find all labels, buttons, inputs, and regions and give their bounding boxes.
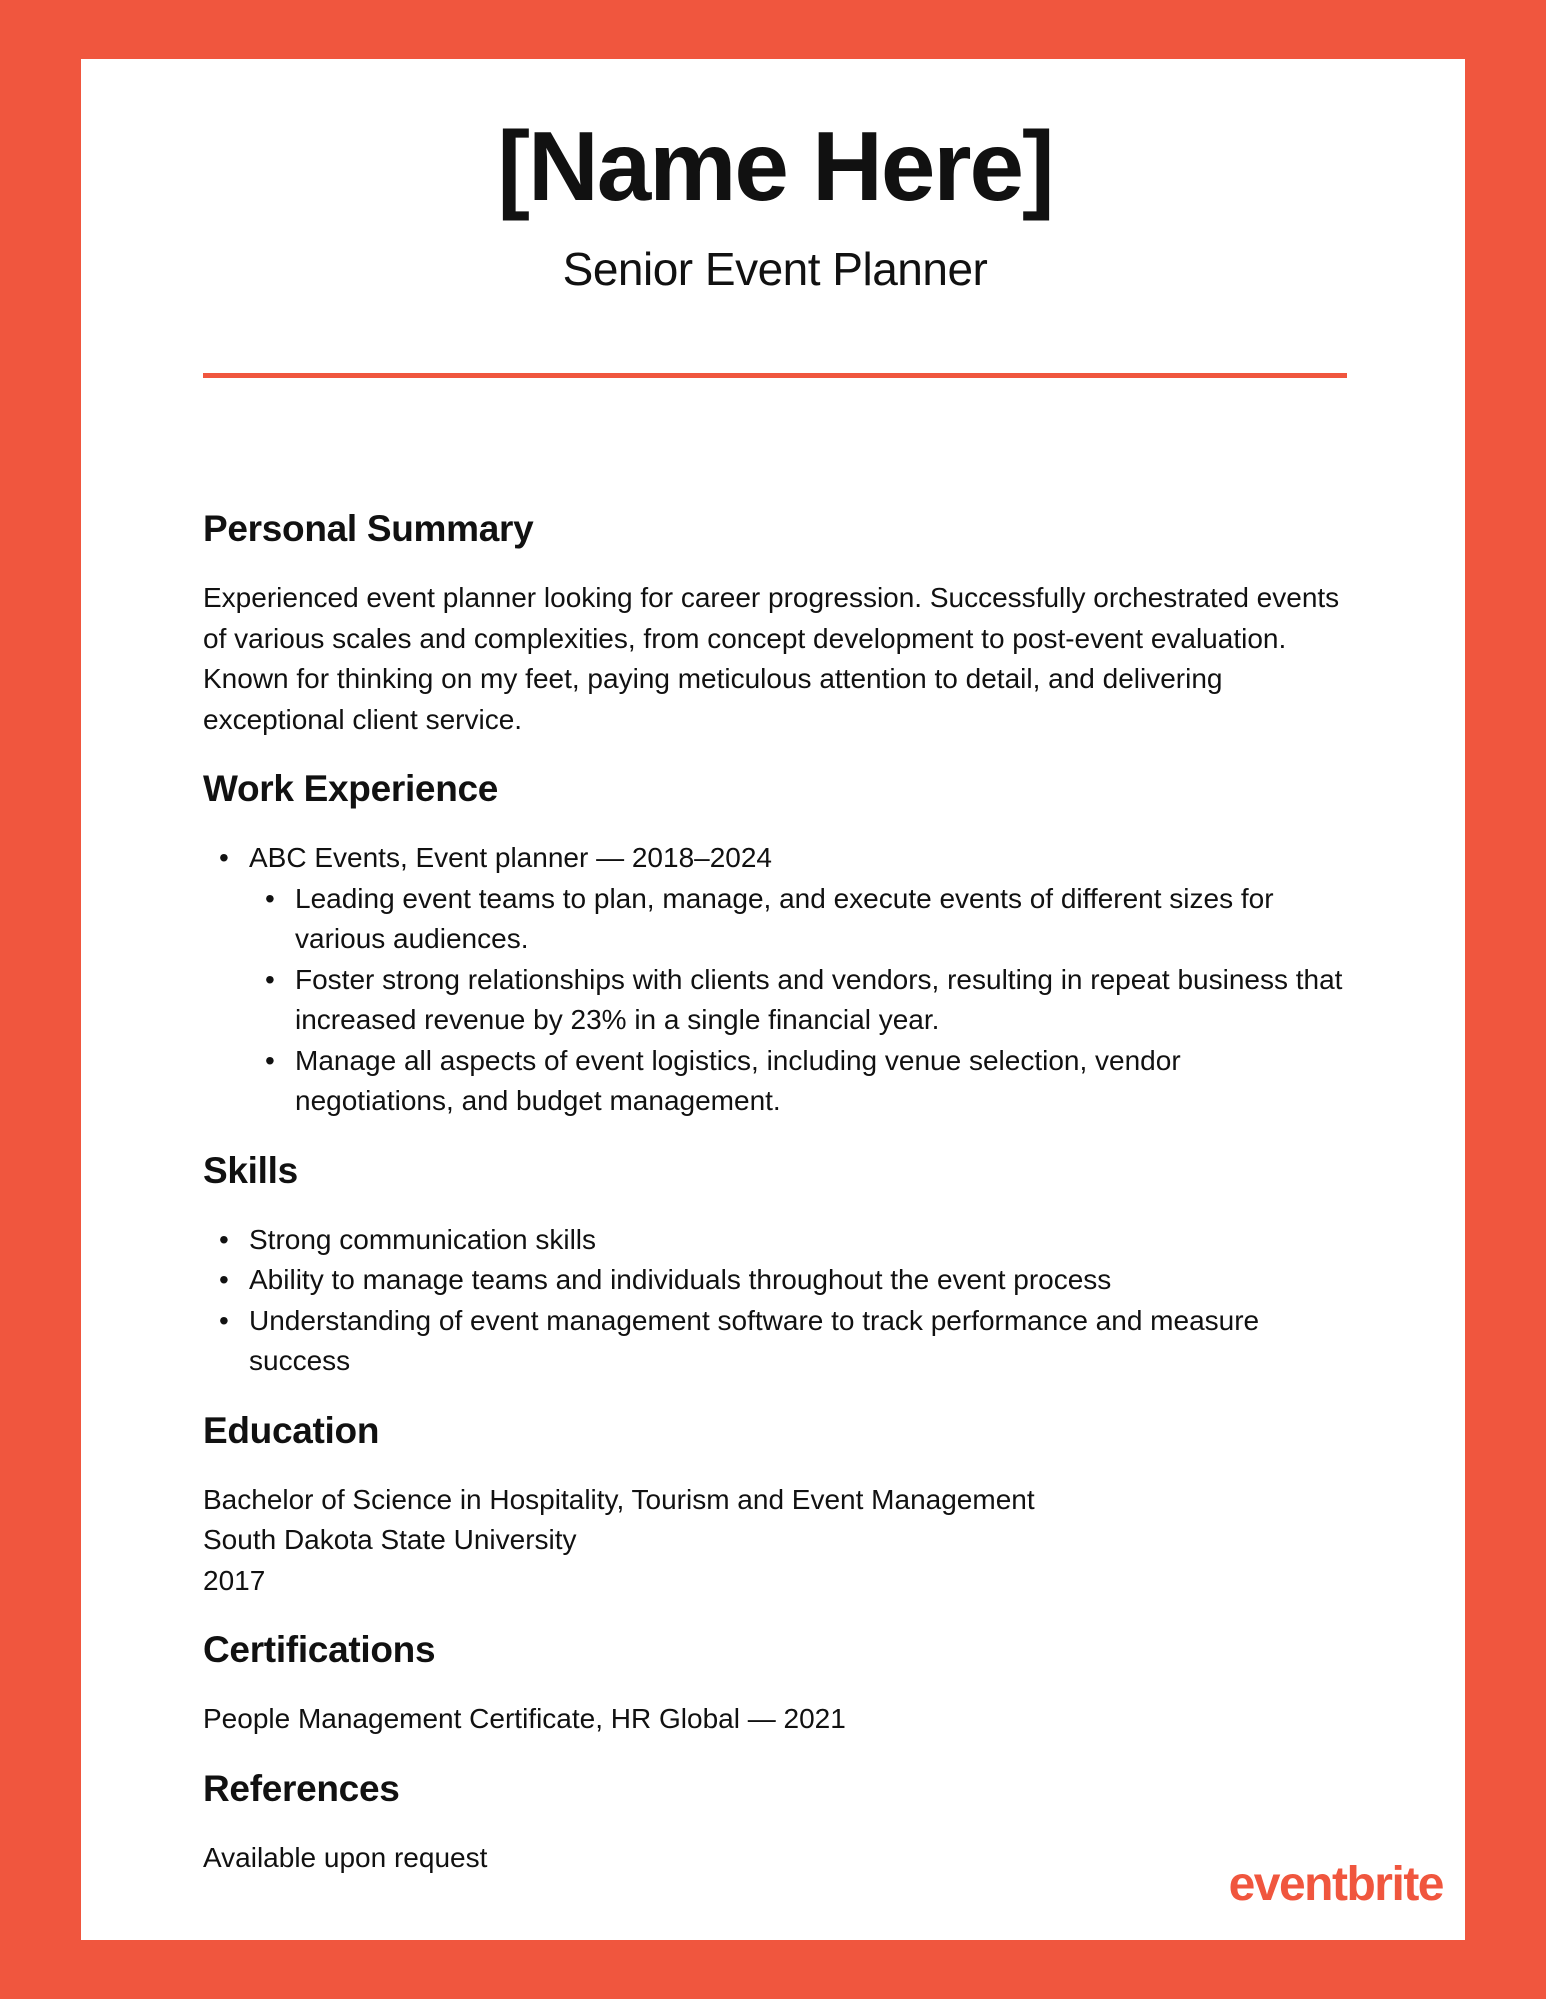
references-heading: References xyxy=(203,1767,400,1809)
skill-item: • Strong communication skills xyxy=(203,1220,1347,1261)
personal-summary-section xyxy=(203,504,1347,740)
education-degree: Bachelor of Science in Hospitality, Tourism and Event Management xyxy=(203,1483,1035,1515)
certifications-section xyxy=(203,1625,1347,1740)
work-experience-section xyxy=(203,764,1347,1122)
job-title: Senior Event Planner xyxy=(562,243,988,295)
skill-item: • Ability to manage teams and individuals throughout the event process xyxy=(203,1260,1347,1301)
resume-body xyxy=(203,504,1347,1902)
education-section xyxy=(203,1406,1347,1602)
personal-summary-text: Experienced event planner looking for career progression. Successfully orchestrated events of various scales and complexities, from concept development to post-event evaluation. Known for thinking on my feet, paying meticulous attention to detail, and delivering exceptional client service. xyxy=(203,582,1340,735)
eventbrite-logo: eventbrite xyxy=(1228,1858,1443,1911)
certifications-heading: Certifications xyxy=(203,1629,436,1670)
resume-page xyxy=(81,59,1465,1940)
job-bullet: • Manage all aspects of event logistics, including venue selection, vendor negotiations, and budget management. xyxy=(249,1041,1347,1122)
references-section xyxy=(203,1764,1347,1879)
skills-list xyxy=(203,1220,1347,1382)
education-school: South Dakota State University xyxy=(203,1524,577,1555)
references-text: Available upon request xyxy=(203,1841,488,1873)
job-item xyxy=(203,838,1347,1122)
header-divider xyxy=(203,373,1347,378)
education-year: 2017 xyxy=(203,1564,266,1596)
job-list xyxy=(203,838,1347,1122)
job-bullets xyxy=(249,879,1347,1122)
job-bullet: • Foster strong relationships with clients and vendors, resulting in repeat business that increased revenue by 23% in a single financial year. xyxy=(249,960,1347,1041)
skill-item: • Understanding of event management software to track performance and measure success xyxy=(203,1301,1347,1382)
work-experience-heading: Work Experience xyxy=(203,768,499,809)
skills-section xyxy=(203,1146,1347,1382)
job-bullet: • Leading event teams to plan, manage, and execute events of different sizes for various audiences. xyxy=(249,879,1347,960)
education-heading: Education xyxy=(203,1409,380,1451)
candidate-name: [Name Here] xyxy=(497,111,1053,221)
job-title-line: ABC Events, Event planner — 2018–2024 xyxy=(249,842,773,873)
personal-summary-heading: Personal Summary xyxy=(203,508,534,549)
certification-item: People Management Certificate, HR Global — 2021 xyxy=(203,1703,846,1734)
skills-heading: Skills xyxy=(203,1149,298,1191)
